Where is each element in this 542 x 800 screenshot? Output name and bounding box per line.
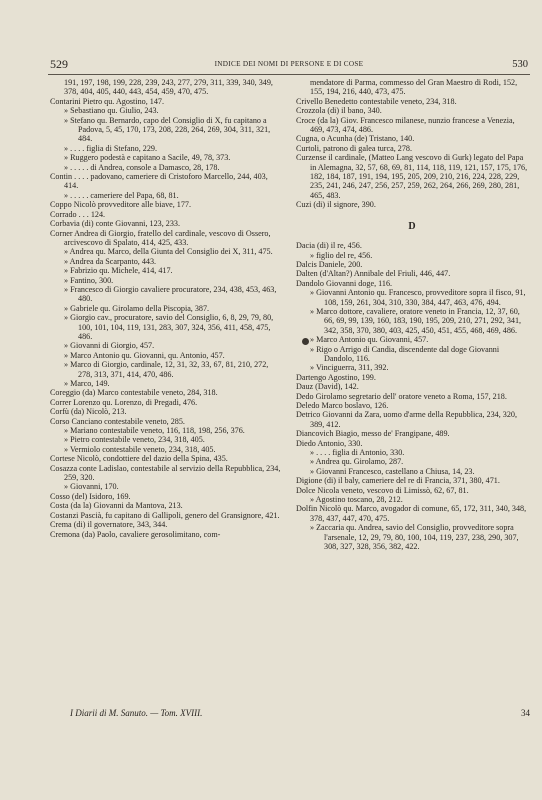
page-footer	[70, 708, 530, 724]
footer-title: I Diarii di M. Sanuto. — Tom. XVIII.	[70, 708, 203, 718]
running-title: INDICE DEI NOMI DI PERSONE E DI COSE	[214, 60, 364, 68]
index-entry: » Marco Antonio qu. Giovanni, qu. Antonio, 457.	[64, 350, 225, 360]
index-entry: Detrico Giovanni da Zara, uomo d'arme della Repubblica, 234, 320, 389, 412.	[296, 410, 517, 429]
index-entry: » Vermiolo contestabile veneto, 234, 318, 405.	[64, 444, 216, 454]
index-entry: » figlio del re, 456.	[310, 250, 373, 260]
index-entry: » . . . . . di Andrea, console a Damasco, 28, 178.	[64, 162, 220, 172]
index-entry: Croce (da la) Giov. Francesco milanese, nunzio francese a Venezia, 469, 473, 474, 486.	[296, 115, 515, 135]
index-entry: » Marco dottore, cavaliere, oratore veneto in Francia, 12, 37, 60, 66, 69, 99, 139, 160, 183, 190, 195, 209, 210, 271, 292, 341, 342, 358, 370, 380, 403, 425, 450, 451, 455, 468, 469, 486.	[310, 306, 522, 335]
index-entry: » Rigo o Arrigo di Candia, discendente dal doge Giovanni Dandolo, 116.	[310, 344, 500, 363]
index-entry: Costa (da la) Giovanni da Mantova, 213.	[50, 501, 183, 511]
index-entry: » Giovanni Francesco, castellano a Chiusa, 14, 23.	[310, 466, 475, 476]
index-entry: » Andrea qu. Marco, della Giunta del Consiglio dei X, 311, 475.	[64, 247, 273, 257]
index-entry: Dolfin Nicolò qu. Marco, avogador di comune, 65, 172, 311, 340, 348, 378, 437, 447, 470, 475.	[296, 504, 527, 523]
index-entry: » Vinciguerra, 311, 392.	[310, 363, 389, 373]
index-entry: » Sebastiano qu. Giulio, 243.	[64, 106, 159, 116]
index-entry: Cuzi (di) il signore, 390.	[296, 200, 376, 210]
index-entry: » Giovanni di Giorgio, 457.	[64, 341, 155, 351]
page-number-left: 529	[50, 57, 68, 71]
index-entry: Corbavia (di) conte Giovanni, 123, 233.	[50, 219, 180, 229]
index-entry: Dalten (d'Altan?) Annibale del Friuli, 446, 447.	[296, 269, 451, 279]
index-entry: Cugna, o Acunha (de) Tristano, 140.	[296, 134, 415, 144]
index-entry: » Marco di Giorgio, cardinale, 12, 31, 32, 33, 67, 81, 210, 272, 278, 313, 371, 414, 470, 486.	[64, 360, 269, 379]
signature-mark: 34	[521, 708, 530, 718]
index-entry: Dandolo Giovanni doge, 116.	[296, 278, 393, 288]
index-entry: » Giorgio cav., procuratore, savio del Consiglio, 6, 8, 29, 79, 80, 100, 101, 104, 119, 131, 283, 307, 324, 356, 411, 458, 475, 486.	[64, 313, 274, 341]
index-entry: Diancovich Biagio, messo de' Frangipane, 489.	[296, 429, 450, 439]
index-entry: » Gabriele qu. Girolamo della Piscopia, 387.	[64, 303, 210, 313]
index-entry: » . . . . . cameriere del Papa, 68, 81.	[64, 190, 179, 200]
index-entry: 191, 197, 198, 199, 228, 239, 243, 277, 279, 311, 339, 340, 349, 378, 404, 405, 440, 443, 454, 459, 470, 475.	[64, 78, 273, 97]
index-entry: Cremona (da) Paolo, cavaliere gerosolimitano, com-	[50, 529, 221, 539]
index-entry: Deledo Marco boslavo, 126.	[296, 401, 389, 410]
index-entry: Dauz (David), 142.	[296, 382, 359, 392]
index-entry: Contin . . . . padovano, cameriere di Cristoforo Marcello, 244, 403, 414.	[50, 172, 268, 191]
index-column-right	[296, 78, 528, 552]
index-entry: Costanzi Pascià, fu capitano di Gallipoli, genero del Gransignore, 421.	[50, 510, 280, 520]
index-entry: Dedo Girolamo segretario dell' oratore veneto a Roma, 157, 218.	[296, 391, 507, 401]
index-entry: » Marco, 149.	[64, 379, 110, 388]
index-entry: Curzense il cardinale, (Matteo Lang vescovo di Gurk) legato del Papa in Alemagna, 32, 57, 68, 69, 81, 114, 118, 119, 121, 157, 175, 176, 182, 184, 187, 191, 194, 195, 205, 209, 210, 216, 224, 228, 229, 235, 241, 246, 247, 256, 257, 259, 262, 264, 266, 269, 280, 281, 465, 483.	[296, 153, 528, 200]
index-entry: Correr Lorenzo qu. Lorenzo, di Pregadi, 476.	[50, 397, 198, 407]
index-entry: Corso Canciano contestabile veneto, 285.	[50, 416, 185, 426]
index-entry: Crozzola (di) il bano, 340.	[296, 106, 382, 116]
index-entry: Crema (di) il governatore, 343, 344.	[50, 520, 168, 530]
index-entry: Coppo Nicolò provveditore alle biave, 177.	[50, 200, 192, 210]
index-entry: » Pietro contestabile veneto, 234, 318, 405.	[64, 435, 205, 445]
page-header	[50, 59, 528, 75]
page-number-right: 530	[512, 59, 528, 70]
section-letter: D	[408, 220, 416, 232]
index-entry: » Andrea qu. Girolamo, 287.	[310, 457, 404, 467]
index-entry: Coreggio (da) Marco contestabile veneto, 284, 318.	[50, 388, 218, 398]
index-entry: » Mariano contestabile veneto, 116, 118, 198, 256, 376.	[64, 426, 245, 436]
index-column-left	[50, 78, 282, 539]
index-entry: mendatore di Parma, commesso del Gran Maestro di Rodi, 152, 155, 194, 216, 440, 473, 475.	[310, 78, 518, 97]
index-entry: » Giovanni, 170.	[64, 482, 119, 492]
index-entry: Cosazza conte Ladislao, contestabile al servizio della Repubblica, 234, 259, 320.	[50, 463, 281, 483]
index-entry: » Fabrizio qu. Michele, 414, 417.	[64, 266, 173, 276]
index-entry: Diedo Antonio, 330.	[296, 438, 363, 448]
index-entry: » Stefano qu. Bernardo, capo del Consiglio di X, fu capitano a Padova, 5, 45, 170, 173, 208, 228, 264, 269, 304, 311, 321, 484.	[64, 115, 271, 144]
index-entry: Dacia (di) il re, 456.	[296, 241, 362, 251]
index-entry: Cosso (del) Isidoro, 169.	[50, 491, 131, 501]
index-entry: » . . . . figlia di Antonio, 330.	[310, 448, 405, 458]
index-entry: Dolce Nicola veneto, vescovo di Limissò, 62, 67, 81.	[296, 485, 469, 495]
index-entry: Dalcis Daniele, 200.	[296, 259, 363, 269]
index-entry: Dartengo Agostino, 199.	[296, 372, 376, 382]
index-entry: » Giovanni Antonio qu. Francesco, provveditore sopra il fisco, 91, 108, 159, 261, 304, 310, 330, 384, 447, 463, 476, 494.	[310, 288, 526, 307]
index-entry: Curtoli, patrono di galea turca, 278.	[296, 143, 412, 153]
index-entry: » . . . . figlia di Stefano, 229.	[64, 143, 157, 153]
index-entry: Corfù (da) Nicolò, 213.	[50, 407, 127, 417]
index-entry: Corrado . . . 124.	[50, 209, 106, 219]
header-rule	[48, 74, 530, 75]
index-entry: Crivello Benedetto contestabile veneto, 234, 318.	[296, 96, 457, 106]
index-entry: Digione (di) il baly, cameriere del re di Francia, 371, 380, 471.	[296, 476, 500, 486]
index-entry: » Agostino toscano, 28, 212.	[310, 495, 403, 505]
index-entry: » Zaccaria qu. Andrea, savio del Consiglio, provveditore sopra l'arsenale, 12, 29, 79, 80, 100, 104, 119, 237, 238, 290, 307, 308, 327, 328, 356, 382, 422.	[310, 523, 519, 552]
index-entry: » Marco Antonio qu. Giovanni, 457.	[310, 335, 429, 345]
index-entry: Contarini Pietro qu. Agostino, 147.	[50, 96, 164, 106]
index-entry: » Francesco di Giorgio cavaliere procuratore, 234, 438, 453, 463, 480.	[64, 284, 277, 304]
index-entry: » Fantino, 300.	[64, 275, 114, 285]
index-entry: Corner Andrea di Giorgio, fratello del cardinale, vescovo di Ossero, arcivescovo di Spalato, 414, 425, 433.	[50, 228, 271, 247]
ink-spot	[302, 338, 309, 345]
index-entry: » Ruggero podestà e capitano a Sacile, 49, 78, 373.	[64, 153, 231, 163]
index-entry: Cortese Nicolò, condottiere del dazio della Spina, 435.	[50, 454, 228, 464]
index-entry: » Andrea da Scarpanto, 443.	[64, 256, 157, 266]
